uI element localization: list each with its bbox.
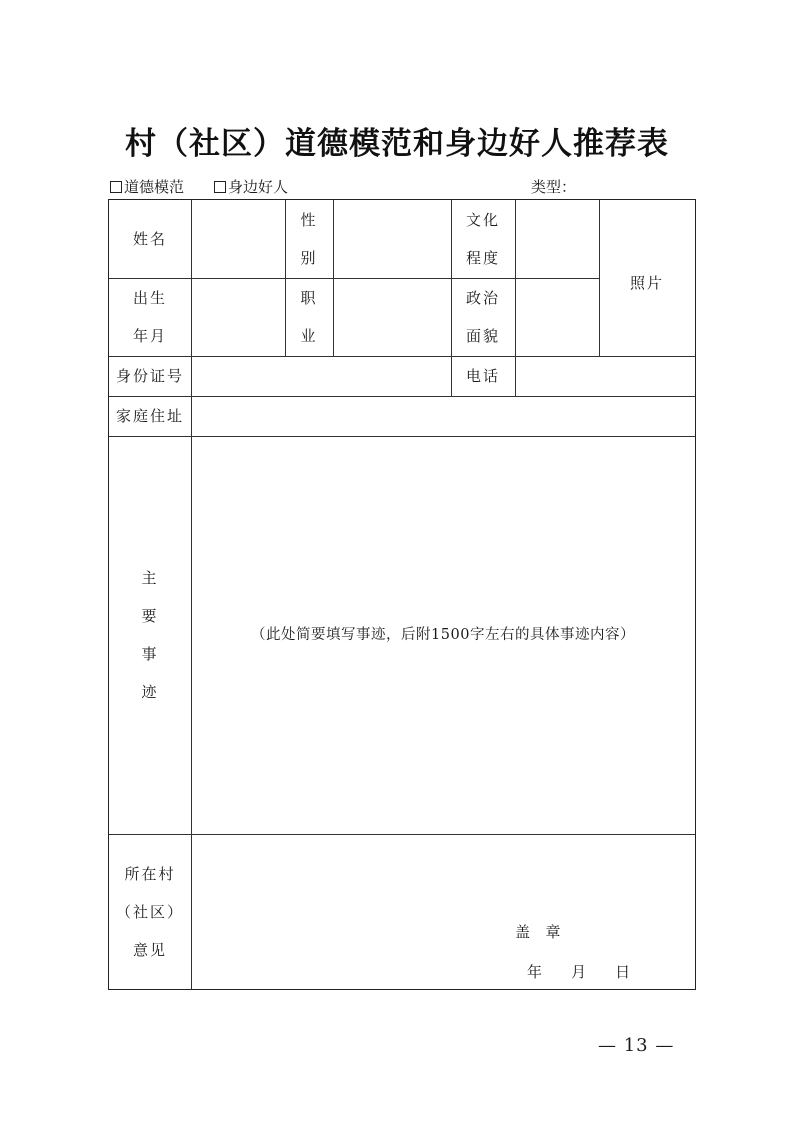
photo-label: 照片 bbox=[629, 274, 664, 292]
opinion-label-line1: 所在村 bbox=[124, 864, 176, 883]
education-label bbox=[451, 200, 515, 278]
good-person-checkbox[interactable] bbox=[214, 181, 226, 193]
phone-label: 电话 bbox=[465, 367, 500, 385]
political-status-field[interactable] bbox=[515, 278, 599, 356]
deeds-char: 要 bbox=[141, 607, 159, 625]
deeds-char: 事 bbox=[141, 645, 159, 663]
birth-field[interactable] bbox=[191, 278, 285, 356]
deeds-hint: （此处简要填写事迹，后附1500字左右的具体事迹内容） bbox=[251, 627, 635, 643]
recommendation-form-table bbox=[108, 199, 696, 990]
phone-field[interactable] bbox=[515, 356, 695, 396]
opinion-label-line2: （社区） bbox=[115, 902, 184, 921]
good-person-label: 身边好人 bbox=[228, 178, 289, 196]
education-label-line1: 文化 bbox=[465, 211, 500, 229]
id-number-label: 身份证号 bbox=[115, 367, 184, 385]
occupation-label bbox=[285, 278, 333, 356]
moral-model-checkbox[interactable] bbox=[110, 181, 122, 193]
address-label: 家庭住址 bbox=[115, 407, 184, 425]
village-opinion-field[interactable] bbox=[191, 834, 695, 989]
moral-model-option[interactable] bbox=[110, 176, 184, 197]
type-label: 类型： bbox=[531, 178, 577, 196]
seal-label: 盖 章 bbox=[515, 923, 563, 941]
moral-model-label: 道德模范 bbox=[124, 178, 185, 196]
occupation-label-line2: 业 bbox=[300, 327, 318, 345]
education-field[interactable] bbox=[515, 200, 599, 278]
good-person-option[interactable] bbox=[214, 176, 288, 197]
category-options bbox=[110, 176, 696, 198]
address-field[interactable] bbox=[191, 396, 695, 436]
political-label-line1: 政治 bbox=[465, 289, 500, 307]
birth-label-line1: 出生 bbox=[132, 289, 167, 307]
gender-label bbox=[285, 200, 333, 278]
main-deeds-label bbox=[109, 436, 191, 834]
opinion-label-line3: 意见 bbox=[132, 940, 167, 959]
political-label-line2: 面貌 bbox=[465, 327, 500, 345]
education-label-line2: 程度 bbox=[465, 249, 500, 267]
name-field[interactable] bbox=[191, 200, 285, 278]
occupation-field[interactable] bbox=[333, 278, 451, 356]
deeds-char: 迹 bbox=[141, 683, 159, 701]
political-status-label bbox=[451, 278, 515, 356]
gender-label-line2: 别 bbox=[300, 249, 318, 267]
form-title: 村（社区）道德模范和身边好人推荐表 bbox=[125, 126, 669, 162]
occupation-label-line1: 职 bbox=[300, 289, 318, 307]
gender-field[interactable] bbox=[333, 200, 451, 278]
page-number: — 13 — bbox=[598, 1035, 675, 1056]
date-label: 年 月 日 bbox=[527, 963, 633, 981]
birth-label bbox=[109, 278, 191, 356]
main-deeds-field[interactable] bbox=[191, 436, 695, 834]
photo-cell[interactable] bbox=[599, 200, 695, 366]
name-label: 姓名 bbox=[132, 230, 167, 248]
deeds-char: 主 bbox=[141, 569, 159, 587]
village-opinion-label bbox=[109, 834, 191, 989]
id-number-field[interactable] bbox=[191, 356, 451, 396]
birth-label-line2: 年月 bbox=[132, 327, 167, 345]
gender-label-line1: 性 bbox=[300, 211, 318, 229]
